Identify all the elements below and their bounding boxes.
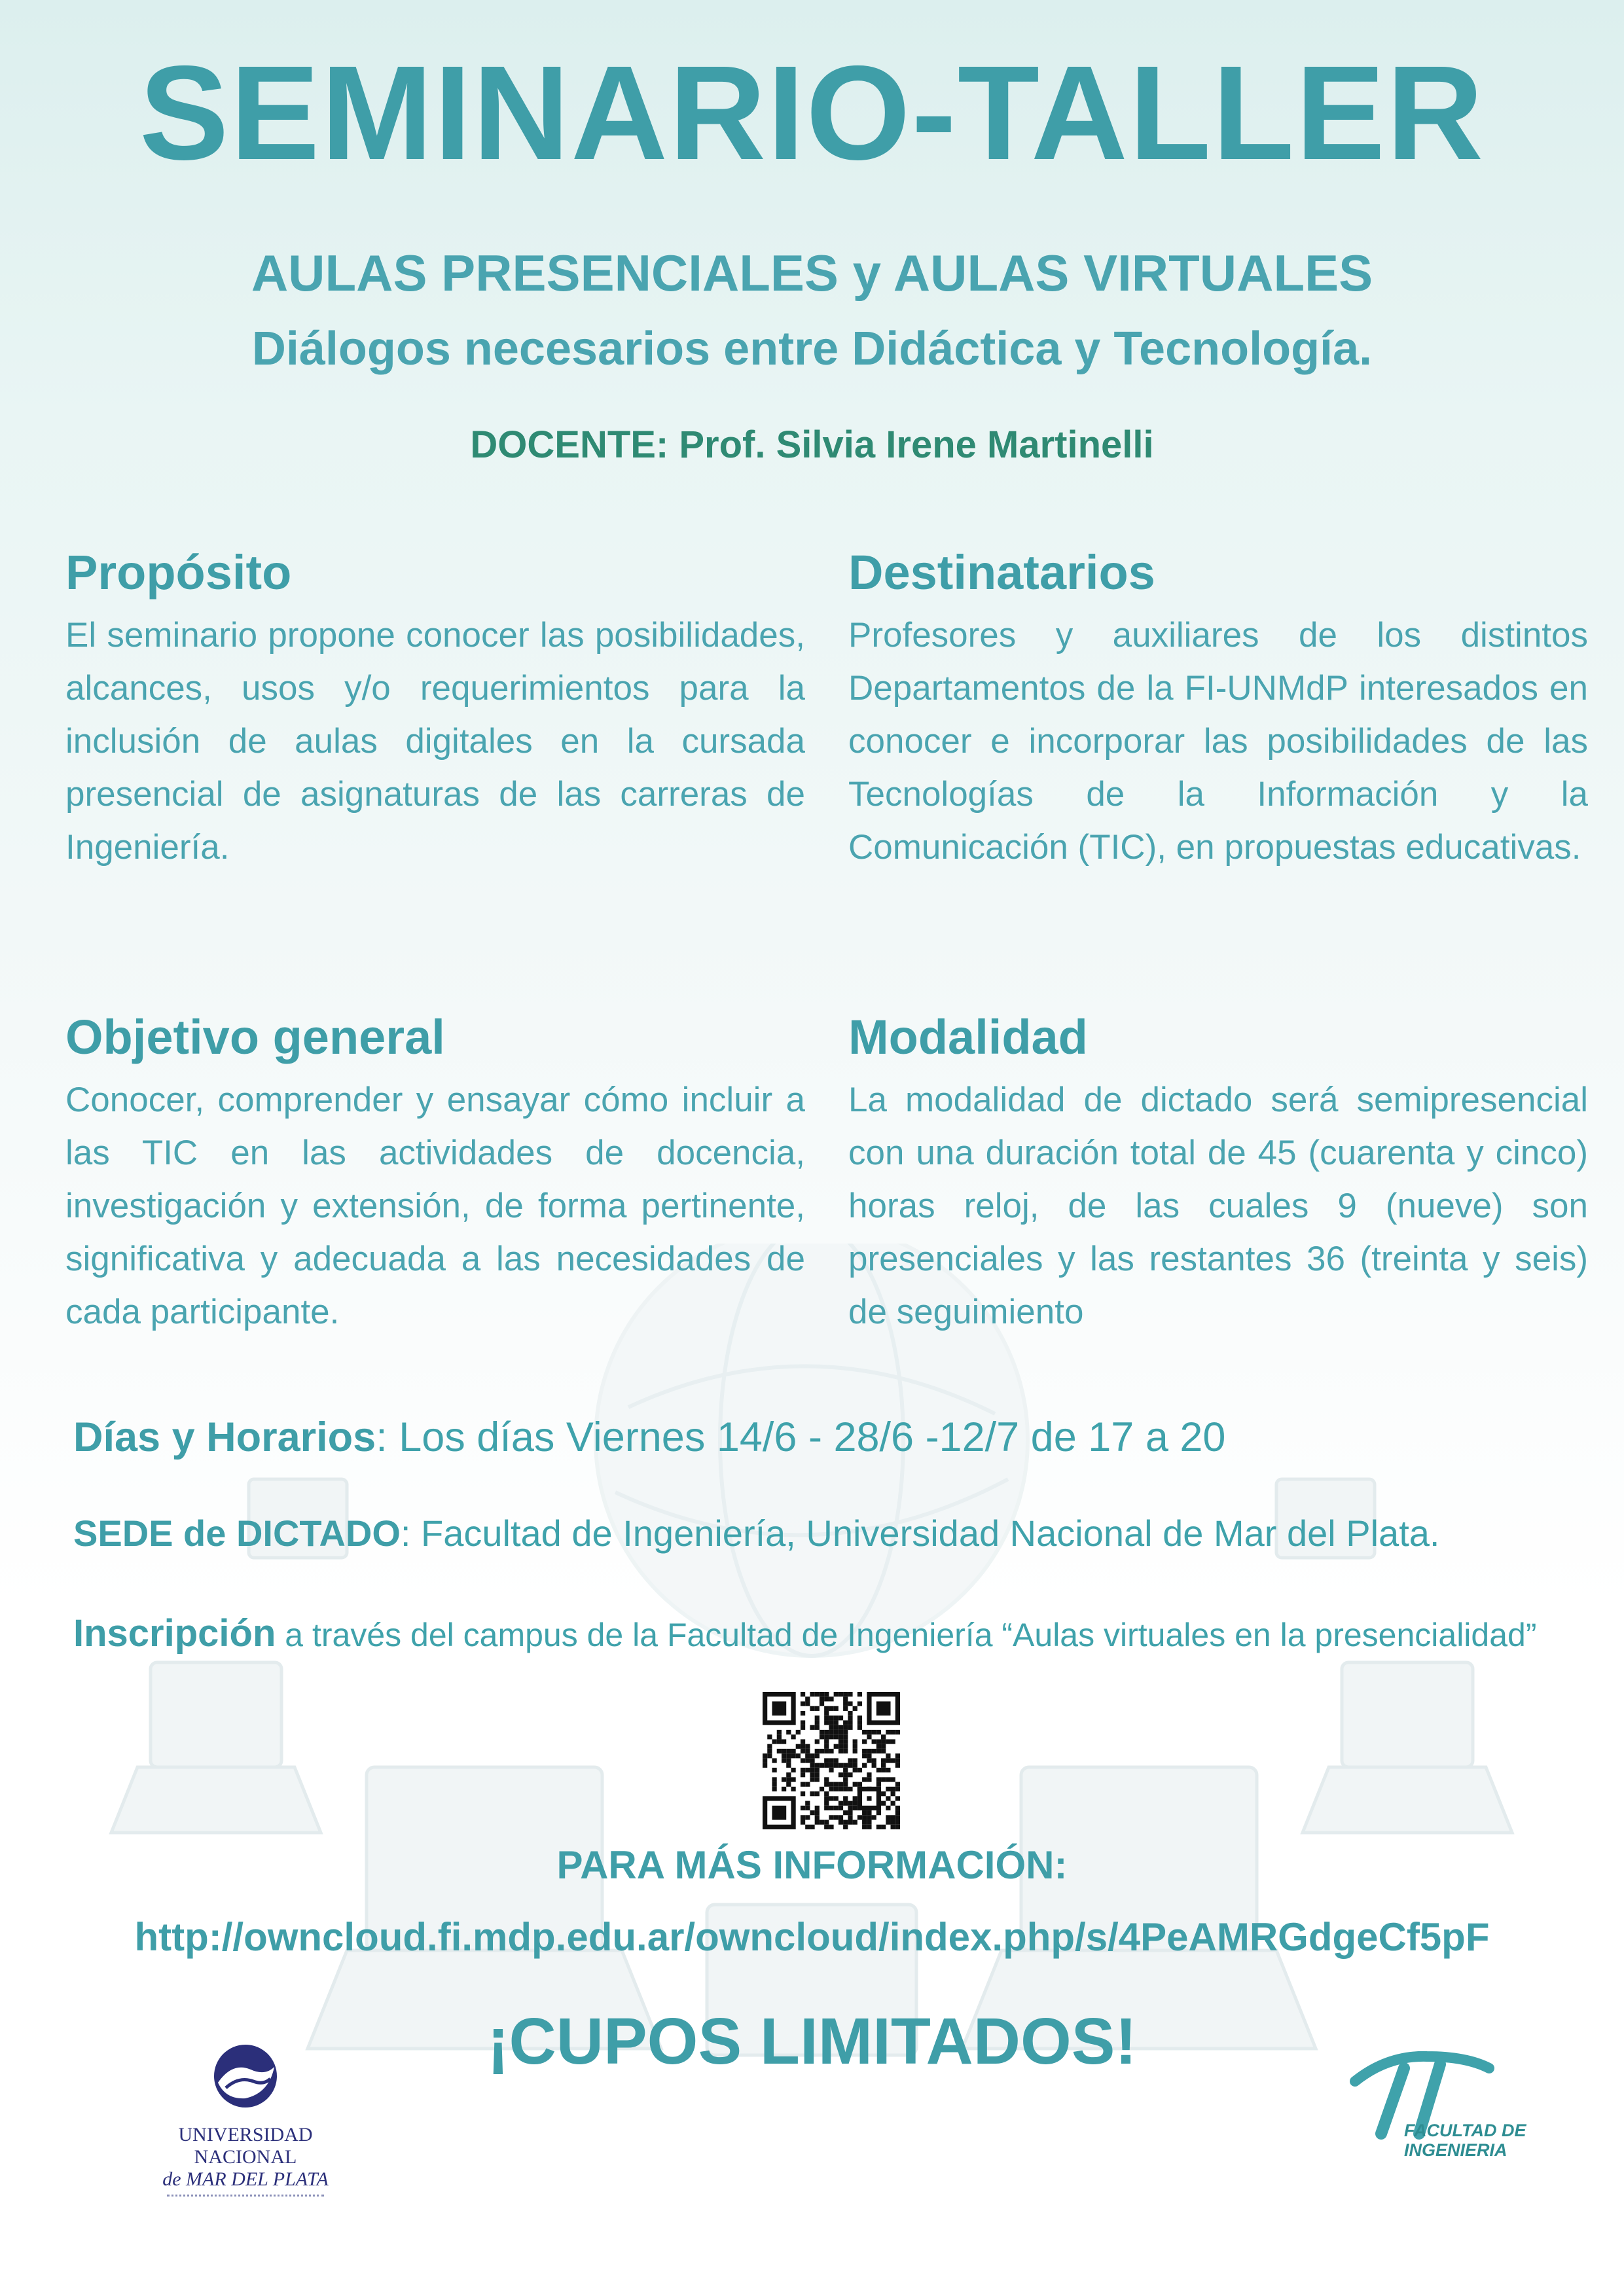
section-text: Profesores y auxiliares de los distintos Departamentos de la FI-UNMdP interesados en conocer e incorporar las posibilidades de las Tecnologías de la Información y la Comunicación (TIC), en propuestas educativas. [848, 616, 1588, 867]
info-url-link[interactable]: http://owncloud.fi.mdp.edu.ar/owncloud/index.php/s/4PeAMRGdgeCf5pF [134, 1915, 1490, 1959]
fi-name-line2: INGENIERIA [1404, 2140, 1507, 2160]
dias-horarios [73, 1414, 1225, 1461]
section-heading: Modalidad [848, 1010, 1088, 1064]
section-text: El seminario propone conocer las posibilidades, alcances, usos y/o requerimientos para la inclusión de aulas digitales en la cursada presencial de asignaturas de las carreras de Ingeniería. [65, 616, 805, 867]
section-text: Conocer, comprender y ensayar cómo incluir a las TIC en las actividades de docencia, investigación y extensión, de forma pertinente, significativa y adecuada a las necesidades de cada participante. [65, 1081, 805, 1331]
inscripcion-value: a través del campus de la Facultad de Ingeniería “Aulas virtuales en la presencialidad” [276, 1617, 1537, 1653]
sede-value: : Facultad de Ingeniería, Universidad Nacional de Mar del Plata. [400, 1513, 1440, 1554]
section-modalidad [848, 1010, 1588, 1338]
inscripcion [73, 1611, 1536, 1655]
unmdp-logo [134, 2036, 357, 2190]
page-title: SEMINARIO-TALLER [139, 38, 1485, 188]
section-heading: Destinatarios [848, 545, 1155, 600]
cupos-limitados: ¡CUPOS LIMITADOS! [487, 2005, 1137, 2078]
subtitle-dialogos: Diálogos necesarios entre Didáctica y Tecnología. [251, 323, 1373, 375]
sede-label: SEDE de DICTADO [73, 1513, 401, 1554]
unmdp-name-line2: de MAR DEL PLATA [162, 2168, 329, 2190]
mas-informacion-label: PARA MÁS INFORMACIÓN: [556, 1843, 1068, 1887]
sede-dictado [73, 1512, 1439, 1554]
inscripcion-label: Inscripción [73, 1612, 276, 1655]
fi-name-line1: FACULTAD DE [1404, 2121, 1526, 2140]
unmdp-wave-icon [134, 2036, 357, 2121]
dias-value: : Los días Viernes 14/6 - 28/6 -12/7 de 17 a 20 [376, 1414, 1226, 1460]
facultad-ingenieria-logo [1342, 2042, 1551, 2173]
section-objetivo [65, 1010, 805, 1338]
section-heading: Objetivo general [65, 1010, 445, 1064]
dias-label: Días y Horarios [73, 1414, 376, 1460]
section-destinatarios [848, 545, 1588, 874]
section-proposito [65, 545, 805, 874]
section-text: La modalidad de dictado será semipresencial con una duración total de 45 (cuarenta y cinco) horas reloj, de las cuales 9 (nueve) son presenciales y las restantes 36 (treinta y seis) de seguimiento [848, 1081, 1588, 1331]
unmdp-name-line1: UNIVERSIDAD NACIONAL [178, 2124, 313, 2168]
subtitle-aulas: AULAS PRESENCIALES y AULAS VIRTUALES [251, 244, 1373, 302]
qr-code[interactable] [763, 1692, 900, 1829]
section-heading: Propósito [65, 545, 292, 600]
docente-line: DOCENTE: Prof. Silvia Irene Martinelli [470, 423, 1154, 466]
